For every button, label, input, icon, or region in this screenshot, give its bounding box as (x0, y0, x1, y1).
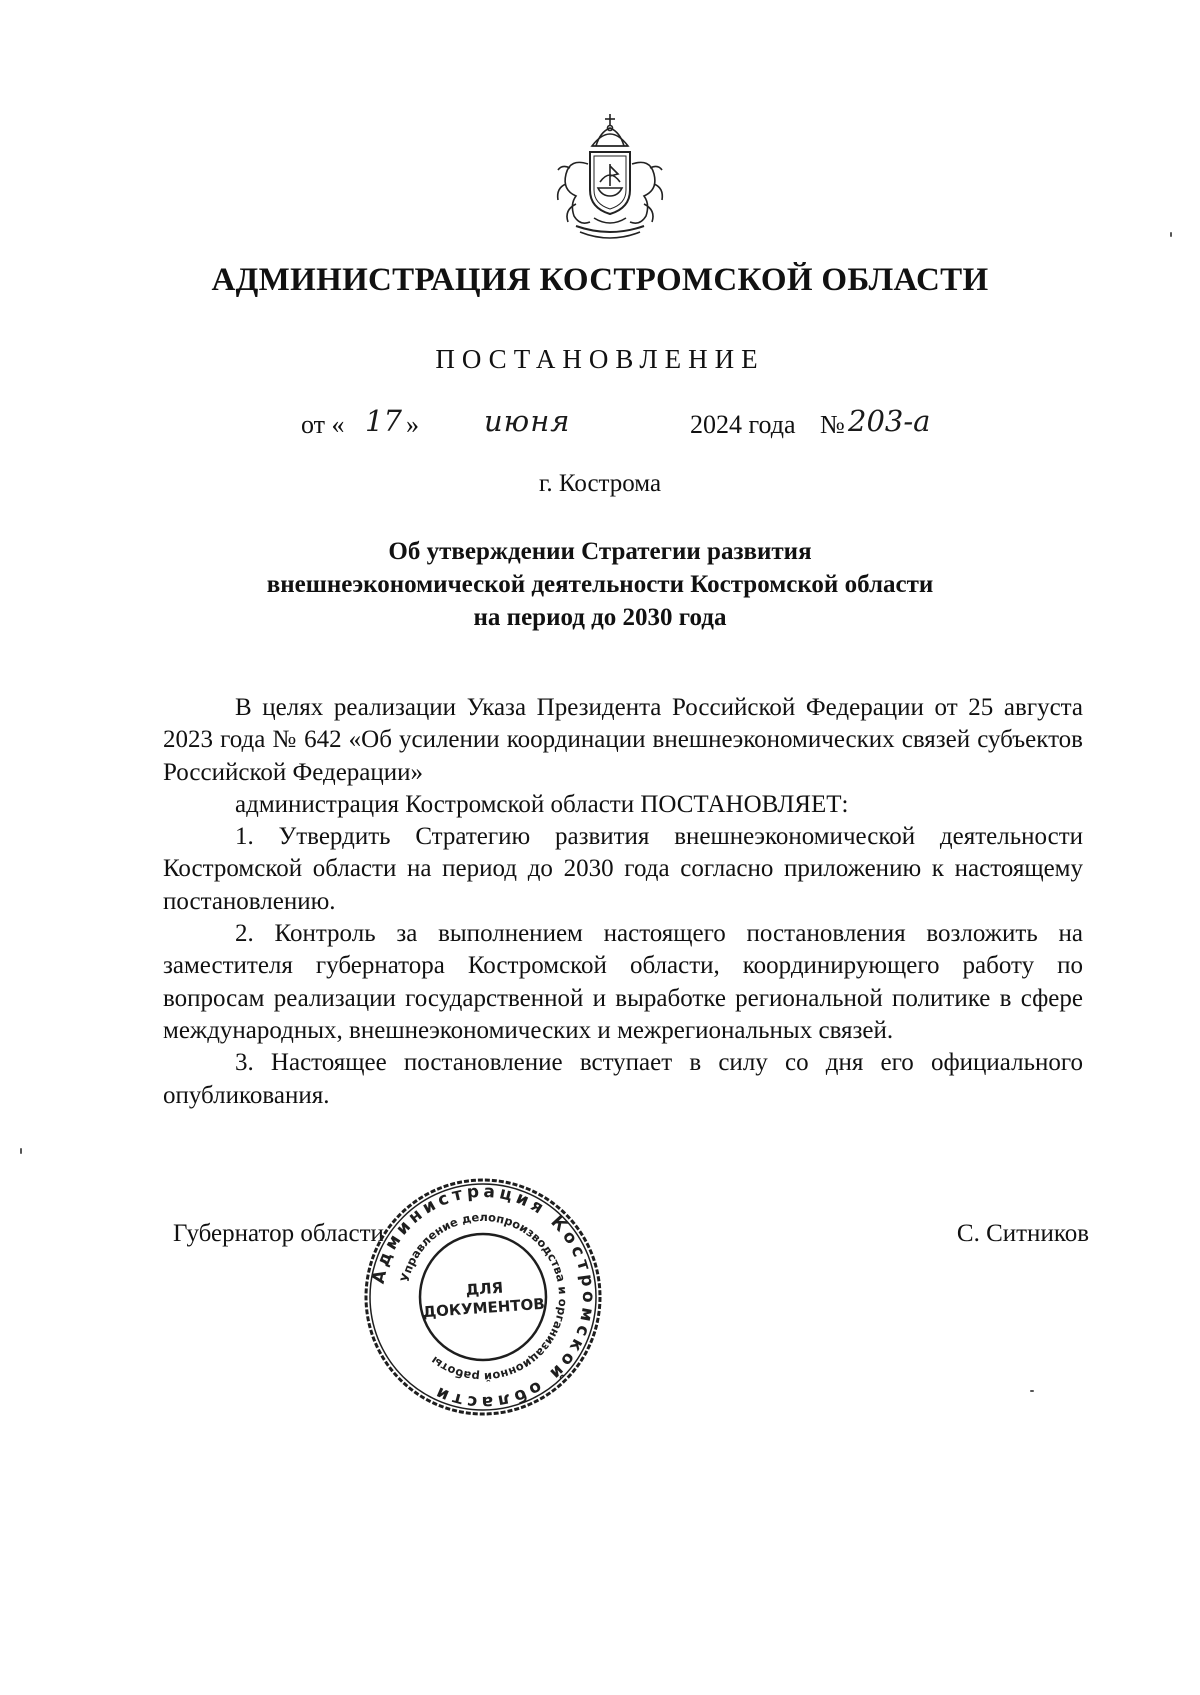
scan-speck (1170, 232, 1172, 237)
date-number-line (0, 404, 1200, 448)
stamp-center-line-1: ДЛЯ (465, 1278, 504, 1300)
body-paragraph-preamble: В целях реализации Указа Президента Российской Федерации от 25 августа 2023 года № 642 «Об усилении координации внешнеэкономических связей субъектов Российской Федерации» (163, 694, 1083, 786)
scan-speck (1030, 1390, 1034, 1392)
body-paragraph-resolution: администрация Костромской области ПОСТАНОВЛЯЕТ: (235, 790, 849, 818)
handwritten-month: июня (484, 404, 571, 438)
document-subject (150, 535, 1050, 634)
body-paragraph-item-2: 2. Контроль за выполнением настоящего постановления возложить на заместителя губернатора Костромской области, координирующего работу по вопросам реализации государственной и выработке региональной политике в сфере международных, внешнеэкономических и межрегиональных связей. (163, 920, 1083, 1044)
signatory-name: С. Ситников (956, 1220, 1089, 1247)
scan-speck (20, 1148, 22, 1154)
subject-line-3: на период до 2030 года (473, 604, 727, 631)
body-paragraph-item-1: 1. Утвердить Стратегию развития внешнеэкономической деятельности Костромской области на период до 2030 года согласно приложению к настоящему постановлению. (163, 823, 1083, 915)
body-paragraph-item-3: 3. Настоящее постановление вступает в силу со дня его официального опубликования. (163, 1049, 1083, 1109)
stamp-inner-text: Управление делопроизводства и организационной работы (397, 1209, 571, 1385)
subject-line-2: внешнеэкономической деятельности Костромской области (266, 571, 934, 598)
stamp-outer-text: Администрация Костромской области (368, 1181, 599, 1413)
handwritten-day: 17 (365, 404, 402, 438)
number-sign: № (820, 410, 845, 439)
document-body (163, 692, 1083, 1112)
date-close-quote: » (406, 410, 419, 439)
document-type: ПОСТАНОВЛЕНИЕ (435, 344, 765, 374)
date-year: 2024 года (690, 410, 796, 439)
city-line: г. Кострома (538, 470, 662, 497)
date-prefix: от « (301, 410, 345, 439)
coat-of-arms-icon (540, 108, 680, 248)
signatory-position: Губернатор области (173, 1220, 384, 1247)
subject-line-1: Об утверждении Стратегии развития (388, 538, 812, 565)
stamp-center-line-2: ДОКУМЕНТОВ (422, 1294, 546, 1322)
handwritten-doc-number: 203-а (848, 404, 931, 438)
organization-title: АДМИНИСТРАЦИЯ КОСТРОМСКОЙ ОБЛАСТИ (211, 262, 989, 298)
official-stamp (358, 1172, 608, 1422)
